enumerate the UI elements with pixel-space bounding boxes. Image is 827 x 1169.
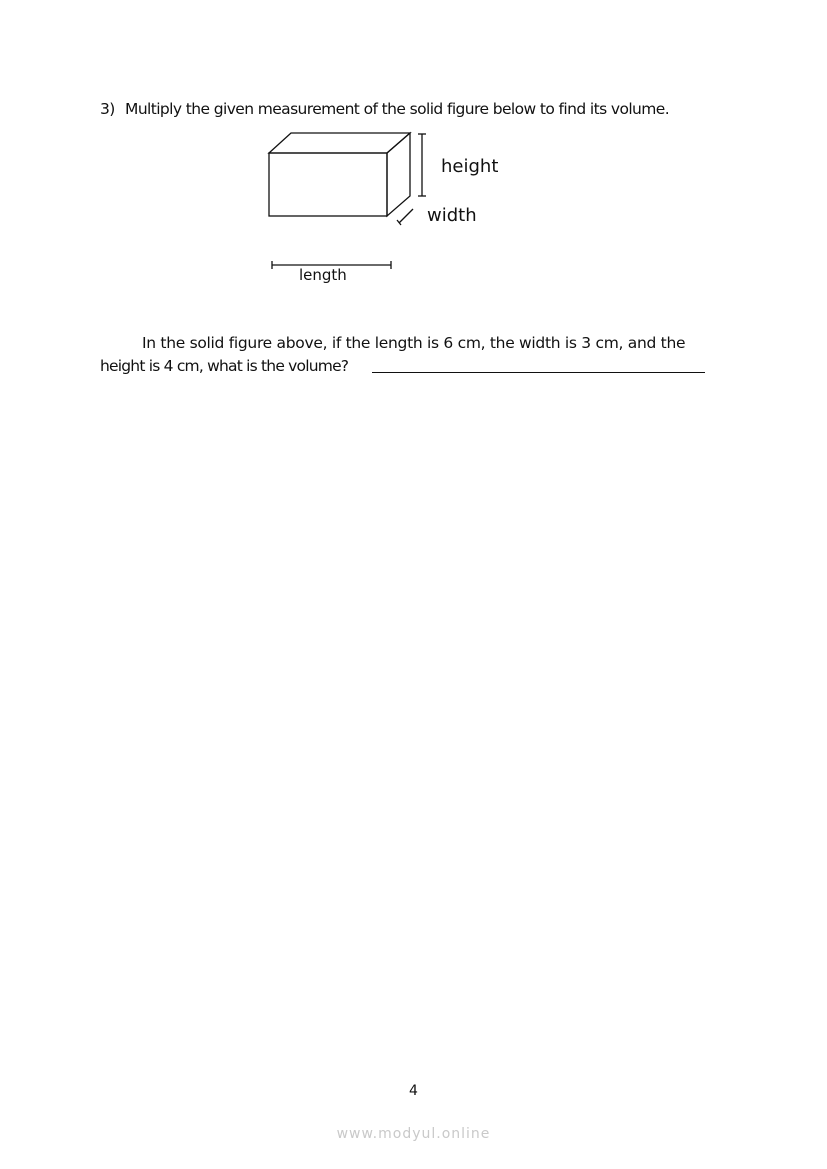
width-indicator	[397, 209, 413, 225]
question-number: 3)	[100, 100, 115, 118]
problem-line-1: In the solid figure above, if the length is 6 cm, the width is 3 cm, and the	[142, 334, 686, 352]
prism-side-face	[387, 133, 410, 216]
answer-blank-line[interactable]	[372, 372, 705, 373]
prism-front-face	[269, 153, 387, 216]
prism-drawing	[250, 125, 550, 295]
problem-line-2: height is 4 cm, what is the volume?	[100, 357, 349, 375]
question-3	[100, 100, 740, 118]
rectangular-prism-figure	[250, 125, 550, 295]
prism-top-face	[269, 133, 410, 153]
page-number: 4	[409, 1083, 418, 1099]
length-label: length	[299, 266, 347, 284]
question-prompt: Multiply the given measurement of the solid figure below to find its volume.	[125, 100, 670, 118]
height-label: height	[441, 156, 499, 177]
width-label: width	[427, 205, 477, 226]
watermark: www.modyul.online	[336, 1126, 491, 1142]
height-indicator	[418, 134, 426, 196]
